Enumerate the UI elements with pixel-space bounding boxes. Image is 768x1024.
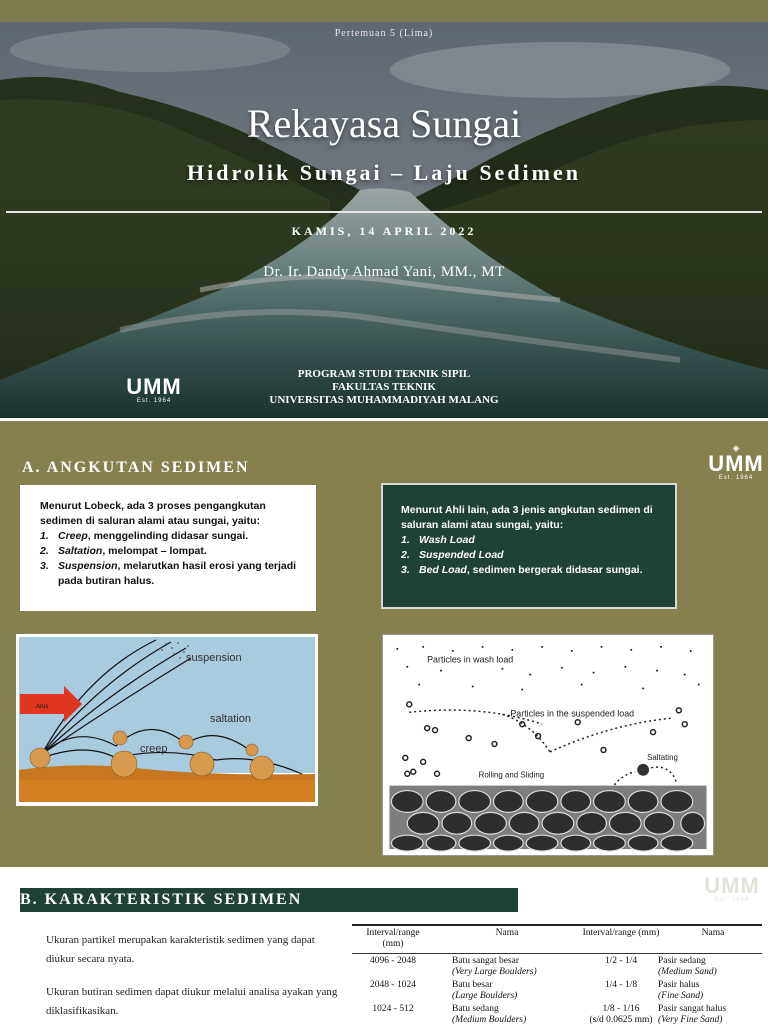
creep-label: creep — [140, 743, 168, 755]
table-cell: Batu sangat besar — [452, 956, 520, 966]
logo-text: UMM — [126, 374, 182, 399]
experts-list — [401, 533, 663, 578]
header-cell: Interval/range (mm) — [366, 928, 420, 949]
item-term: Bed Load — [419, 564, 467, 576]
table-cell: (Fine Sand) — [658, 991, 704, 1001]
item-number: 1. — [40, 530, 49, 542]
meeting-label: Pertemuan 5 (Lima) — [334, 28, 434, 39]
lobeck-intro: Menurut Lobeck, ada 3 proses pengangkutan sedimen di saluran alami atau sungai, yaitu: — [40, 500, 266, 527]
item-term: Suspension — [58, 560, 118, 572]
item-term: Saltation — [58, 545, 103, 557]
section-title: B. KARAKTERISTIK SEDIMEN — [20, 891, 303, 908]
emblem-icon: ◈ — [732, 443, 740, 453]
paragraph: Ukuran partikel merupakan karakteristik sedimen yang dapat diukur secara nyata. — [46, 934, 315, 965]
list-item — [40, 559, 304, 589]
table-cell: (Large Boulders) — [452, 991, 518, 1001]
logo-text: UMM — [708, 451, 764, 476]
item-number: 1. — [401, 534, 410, 546]
list-item — [40, 529, 304, 544]
logo-text: UMM — [704, 873, 760, 898]
table-cell: Batu besar — [452, 980, 493, 990]
item-number: 2. — [40, 545, 49, 557]
logo-est: Est. 1964 — [714, 897, 750, 903]
title-slide — [0, 0, 768, 418]
umm-logo — [702, 875, 762, 903]
institution-faculty: FAKULTAS TEKNIK — [332, 381, 436, 393]
table-cell: 1/2 - 1/4 — [604, 956, 638, 966]
table-rule — [352, 953, 762, 954]
load-types-figure — [382, 634, 714, 856]
table-cell: 1/4 - 1/8 — [604, 980, 638, 990]
item-term: Wash Load — [419, 534, 475, 546]
river-photo — [0, 0, 768, 418]
item-term: Suspended Load — [419, 549, 504, 561]
table-cell: Pasir halus — [658, 980, 700, 990]
author-name: Dr. Ir. Dandy Ahmad Yani, MM., MT — [263, 264, 505, 280]
list-item — [401, 533, 663, 548]
arus-label: Arus — [36, 704, 49, 710]
divider — [6, 211, 762, 213]
table-cell: 1024 - 512 — [372, 1004, 414, 1014]
table-cell: 1/8 - 1/16 — [602, 1004, 640, 1014]
logo-est: Est. 1964 — [136, 398, 172, 404]
item-number: 3. — [40, 560, 49, 572]
suspension-label: suspension — [186, 652, 242, 664]
item-text: , sedimen bergerak didasar sungai. — [466, 564, 643, 576]
table-cell: (Medium Sand) — [658, 967, 717, 977]
suspended-load-label: Particles in the suspended load — [510, 708, 635, 719]
transport-modes-figure — [16, 634, 318, 806]
table-cell: 2048 - 1024 — [370, 980, 416, 990]
table-cell: Batu sedang — [452, 1004, 499, 1014]
table-cell: 4096 - 2048 — [370, 956, 416, 966]
characteristics-slide — [0, 869, 768, 1024]
table-cell: Pasir sedang — [658, 956, 706, 966]
table-cell: (Very Large Boulders) — [452, 967, 537, 977]
rolling-label: Rolling and Sliding — [478, 770, 545, 780]
experts-intro: Menurut Ahli lain, ada 3 jenis angkutan sedimen di saluran alami atau sungai, yaitu: — [401, 504, 653, 531]
umm-logo — [706, 443, 766, 481]
grain-size-table — [352, 924, 762, 1024]
table-cell: Pasir sangat halus — [658, 1004, 727, 1014]
paragraph: Ukuran butiran sedimen dapat diukur melalui analisa ayakan yang diklasifikasikan. — [46, 986, 338, 1017]
presentation-subtitle: Hidrolik Sungai – Laju Sedimen — [186, 160, 581, 185]
umm-logo — [124, 376, 184, 404]
item-number: 3. — [401, 564, 410, 576]
lobeck-list — [40, 529, 304, 589]
presentation-title: Rekayasa Sungai — [246, 101, 522, 146]
section-title: A. ANGKUTAN SEDIMEN — [22, 459, 250, 476]
table-cell: (Medium Boulders) — [452, 1015, 527, 1024]
wash-load-label: Particles in wash load — [427, 654, 514, 665]
saltating-label: Saltating — [647, 752, 678, 762]
other-experts-box — [381, 483, 677, 609]
table-cell: (Very Fine Sand) — [658, 1015, 723, 1024]
institution-program: PROGRAM STUDI TEKNIK SIPIL — [297, 368, 471, 380]
table-cell: (s/d 0.0625 mm) — [589, 1015, 653, 1024]
list-item — [401, 563, 663, 578]
date-label: KAMIS, 14 APRIL 2022 — [291, 224, 477, 238]
header-cell: Nama — [495, 928, 519, 938]
item-text: , melompat – lompat. — [102, 545, 207, 557]
item-text: , menggelinding didasar sungai. — [87, 530, 249, 542]
item-term: Creep — [58, 530, 88, 542]
header-cell: Nama — [701, 928, 725, 938]
list-item — [401, 548, 663, 563]
header-cell: Interval/range (mm) — [582, 928, 660, 938]
list-item — [40, 544, 304, 559]
logo-est: Est. 1964 — [718, 475, 754, 481]
item-text: , melarutkan hasil erosi yang terjadi pada butiran halus. — [58, 560, 297, 587]
item-number: 2. — [401, 549, 410, 561]
transport-slide — [0, 421, 768, 867]
lobeck-box — [20, 485, 316, 611]
saltation-label: saltation — [210, 713, 251, 725]
institution-university: UNIVERSITAS MUHAMMADIYAH MALANG — [269, 394, 499, 406]
